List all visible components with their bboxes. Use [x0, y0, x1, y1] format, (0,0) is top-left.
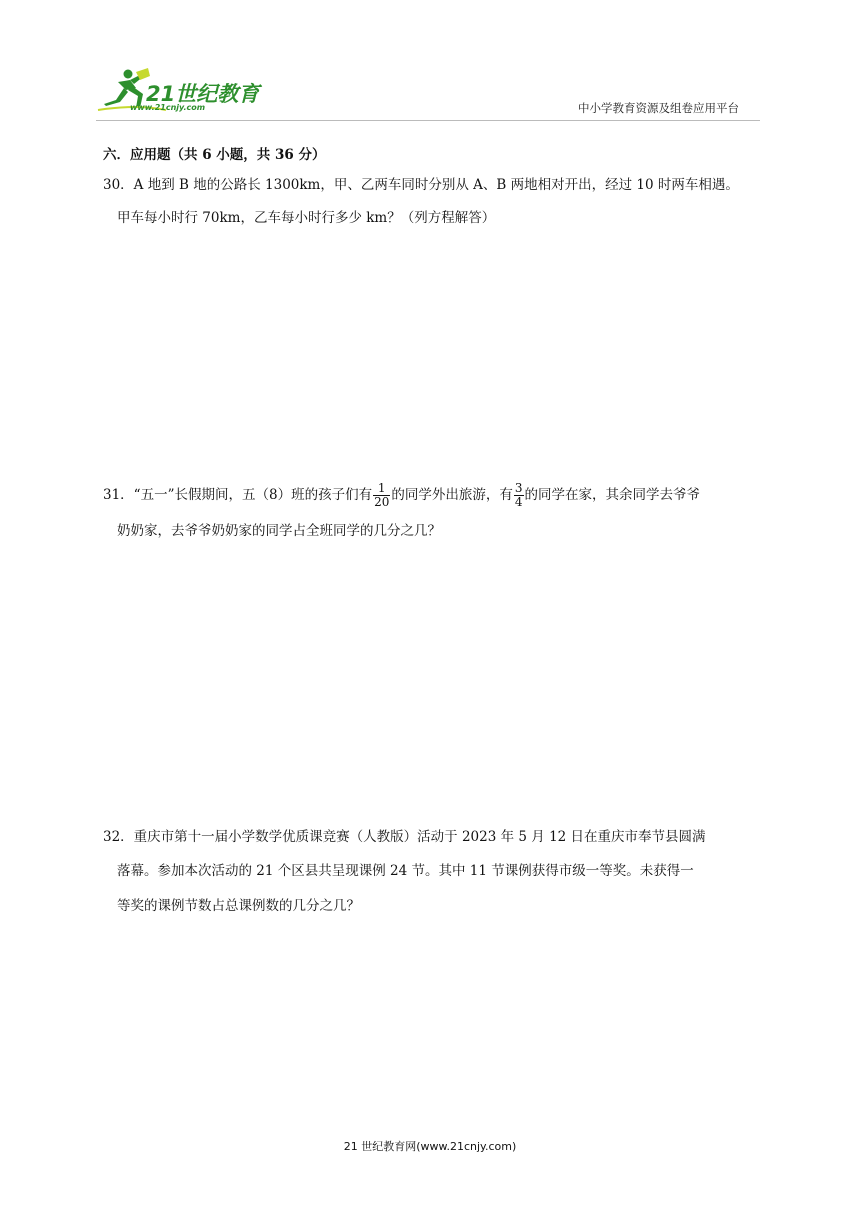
q30-line2: 甲车每小时行 70km，乙车每小时行多少 km？（列方程解答） [117, 210, 496, 226]
header-divider [96, 120, 760, 121]
q31-fraction-1 [373, 482, 390, 509]
footer-text: 21 世纪教育网(www.21cnjy.com) [343, 1140, 517, 1153]
logo-text: 21世纪教育 [146, 82, 260, 106]
q31-text-part3: 的同学在家，其余同学去爷爷 [524, 487, 700, 503]
q32-line1: 32．重庆市第十一届小学数学优质课竞赛（人教版）活动于 2023 年 5 月 12 日在重庆市奉节县圆满 [103, 829, 706, 845]
q31-line1 [103, 477, 700, 513]
platform-name: 中小学教育资源及组卷应用平台 [578, 101, 739, 115]
q31-fraction-2 [514, 482, 524, 509]
q30-line1: 30．A 地到 B 地的公路长 1300km，甲、乙两车同时分别从 A、B 两地相对开出，经过 10 时两车相遇。 [103, 177, 739, 193]
q31-line2: 奶奶家，去爷爷奶奶家的同学占全班同学的几分之几？ [117, 523, 441, 539]
logo-url: www.21cnjy.com [130, 103, 206, 112]
q31-frac1-denominator: 20 [374, 495, 390, 509]
q31-frac1-numerator: 1 [373, 482, 390, 496]
q31-frac2-numerator: 3 [514, 481, 523, 495]
q31-text-part1: 31．“五一”长假期间，五（8）班的孩子们有 [103, 487, 373, 503]
q31-text-part2: 的同学外出旅游，有 [391, 487, 513, 503]
section-title: 六．应用题（共 6 小题，共 36 分） [103, 147, 326, 163]
q32-line2: 落幕。参加本次活动的 21 个区县共呈现课例 24 节。其中 11 节课例获得市级一等奖。未获得一 [117, 863, 694, 879]
q32-line3: 等奖的课例节数占总课例数的几分之几？ [117, 898, 360, 914]
q31-frac2-denominator: 4 [514, 495, 523, 509]
